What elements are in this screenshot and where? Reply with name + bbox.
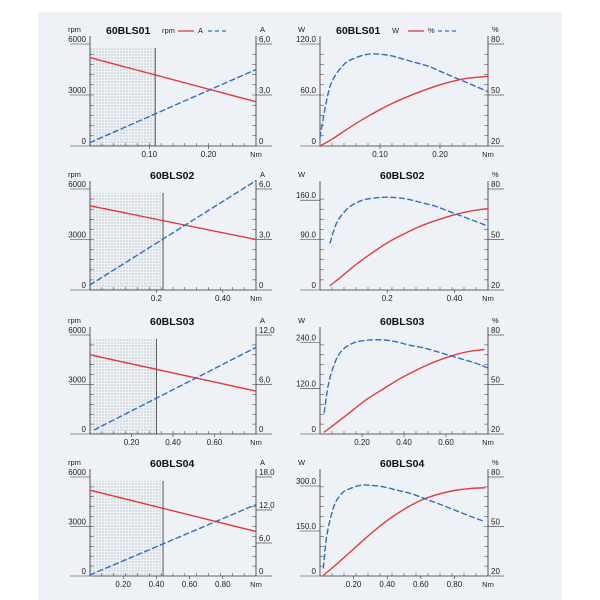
x-tick-label: 0.40 bbox=[165, 438, 181, 447]
series-W-line bbox=[323, 488, 484, 576]
chart-2 bbox=[296, 25, 504, 159]
x-tick-label: 0.10 bbox=[372, 150, 388, 159]
x-tick-label: 0.2 bbox=[150, 294, 162, 303]
right-tick-label: 6,0 bbox=[259, 35, 271, 44]
right-unit-label: % bbox=[492, 25, 499, 34]
right-unit-label: % bbox=[492, 170, 499, 179]
x-unit-label: Nm bbox=[250, 438, 262, 447]
chart-title: 60BLS02 bbox=[380, 170, 425, 182]
left-tick-label: 0 bbox=[311, 281, 316, 290]
chart-title: 60BLS02 bbox=[150, 170, 195, 182]
left-unit-label: rpm bbox=[68, 316, 81, 325]
right-tick-label: 0 bbox=[259, 281, 264, 290]
shaded-duty-region bbox=[90, 48, 155, 146]
series-W-line bbox=[320, 76, 488, 146]
right-tick-label: 50 bbox=[491, 375, 500, 385]
x-unit-label: Nm bbox=[250, 580, 262, 589]
right-unit-label: A bbox=[260, 25, 266, 34]
left-tick-label: 3000 bbox=[68, 86, 86, 95]
right-unit-label: A bbox=[260, 170, 266, 179]
x-tick-label: 0.60 bbox=[413, 580, 429, 589]
right-tick-label: 6,0 bbox=[259, 534, 271, 543]
left-tick-label: 90.0 bbox=[300, 230, 316, 240]
right-tick-label: 50 bbox=[491, 86, 500, 95]
right-tick-label: 18,0 bbox=[259, 468, 275, 477]
right-tick-label: 80 bbox=[491, 35, 500, 44]
chart-title: 60BLS01 bbox=[106, 25, 151, 37]
x-tick-label: 0.40 bbox=[379, 580, 395, 589]
x-unit-label: Nm bbox=[482, 580, 494, 589]
right-tick-label: 3,0 bbox=[259, 86, 271, 95]
left-tick-label: 6000 bbox=[68, 180, 86, 189]
left-tick-label: 120.0 bbox=[295, 379, 316, 389]
chart-title: 60BLS01 bbox=[336, 25, 381, 37]
chart-1 bbox=[68, 25, 272, 159]
legend-label: % bbox=[428, 26, 435, 35]
x-tick-label: 0.20 bbox=[115, 580, 131, 589]
right-tick-label: 20 bbox=[491, 281, 500, 290]
chart-7 bbox=[68, 458, 275, 589]
x-tick-label: 0.20 bbox=[200, 150, 217, 159]
series-%-line bbox=[324, 340, 488, 413]
right-tick-label: 20 bbox=[491, 425, 500, 434]
x-tick-label: 0.80 bbox=[446, 580, 463, 589]
left-tick-label: 6000 bbox=[68, 468, 86, 477]
left-tick-label: 160.0 bbox=[295, 191, 316, 201]
left-tick-label: 6000 bbox=[68, 326, 86, 335]
right-unit-label: A bbox=[260, 458, 266, 467]
legend-label: A bbox=[198, 26, 204, 35]
left-unit-label: W bbox=[298, 25, 306, 34]
series-W-line bbox=[330, 209, 488, 286]
x-tick-label: 0.40 bbox=[148, 580, 165, 589]
chart-title: 60BLS04 bbox=[380, 458, 425, 470]
left-tick-label: 60.0 bbox=[300, 86, 316, 95]
right-unit-label: % bbox=[492, 316, 499, 325]
left-tick-label: 0 bbox=[81, 281, 86, 290]
right-tick-label: 50 bbox=[491, 517, 500, 527]
x-tick-label: 0.40 bbox=[215, 294, 231, 303]
chart-6 bbox=[296, 316, 504, 447]
left-tick-label: 3000 bbox=[68, 517, 86, 527]
chart-title: 60BLS03 bbox=[380, 316, 425, 328]
chart-3 bbox=[68, 170, 272, 303]
chart-5 bbox=[68, 316, 275, 447]
chart-title: 60BLS04 bbox=[150, 458, 195, 470]
left-tick-label: 3000 bbox=[68, 230, 86, 240]
right-tick-label: 6,0 bbox=[259, 180, 271, 189]
left-tick-label: 0 bbox=[81, 137, 86, 146]
left-tick-label: 300.0 bbox=[295, 477, 316, 486]
x-tick-label: 0.10 bbox=[141, 150, 158, 159]
shaded-duty-region bbox=[90, 339, 156, 434]
x-unit-label: Nm bbox=[482, 438, 494, 447]
x-unit-label: Nm bbox=[250, 150, 262, 159]
left-unit-label: W bbox=[298, 170, 306, 179]
x-unit-label: Nm bbox=[482, 150, 494, 159]
left-unit-label: rpm bbox=[68, 458, 81, 467]
left-tick-label: 3000 bbox=[68, 375, 86, 385]
right-tick-label: 20 bbox=[491, 567, 500, 576]
left-unit-label: rpm bbox=[68, 170, 81, 179]
legend-label: W bbox=[392, 26, 400, 35]
left-tick-label: 0 bbox=[81, 425, 86, 434]
right-tick-label: 0 bbox=[259, 137, 264, 146]
right-tick-label: 3,0 bbox=[259, 230, 271, 240]
legend-label: rpm bbox=[162, 26, 175, 35]
x-tick-label: 0.40 bbox=[396, 438, 412, 447]
series-%-line bbox=[330, 197, 488, 243]
x-tick-label: 0.40 bbox=[446, 294, 463, 303]
left-tick-label: 0 bbox=[311, 425, 316, 434]
x-tick-label: 0.60 bbox=[181, 580, 198, 589]
right-tick-label: 80 bbox=[491, 180, 500, 189]
x-tick-label: 0.80 bbox=[215, 580, 231, 589]
left-unit-label: W bbox=[298, 458, 306, 467]
left-tick-label: 120.0 bbox=[295, 35, 316, 44]
series-%-line bbox=[323, 485, 484, 568]
x-unit-label: Nm bbox=[250, 294, 262, 303]
x-tick-label: 0.20 bbox=[123, 438, 140, 447]
x-tick-label: 0.60 bbox=[438, 438, 454, 447]
series-W-line bbox=[324, 350, 484, 433]
left-tick-label: 240.0 bbox=[295, 333, 316, 343]
x-unit-label: Nm bbox=[482, 294, 494, 303]
x-tick-label: 0.60 bbox=[206, 438, 223, 447]
right-tick-label: 12,0 bbox=[259, 501, 275, 510]
x-tick-label: 0.20 bbox=[432, 150, 448, 159]
left-tick-label: 0 bbox=[311, 567, 316, 576]
right-tick-label: 80 bbox=[491, 326, 500, 335]
x-tick-label: 0.2 bbox=[381, 294, 393, 303]
left-tick-label: 0 bbox=[311, 137, 316, 146]
right-tick-label: 0 bbox=[259, 567, 264, 576]
series-%-line bbox=[320, 54, 488, 138]
left-tick-label: 150.0 bbox=[295, 522, 316, 531]
left-tick-label: 6000 bbox=[68, 35, 86, 44]
left-tick-label: 0 bbox=[81, 567, 86, 576]
right-unit-label: A bbox=[260, 316, 266, 325]
right-tick-label: 12,0 bbox=[259, 326, 275, 335]
right-tick-label: 0 bbox=[259, 425, 264, 434]
right-tick-label: 50 bbox=[491, 230, 500, 240]
left-unit-label: W bbox=[298, 316, 306, 325]
right-unit-label: % bbox=[492, 458, 499, 467]
shaded-duty-region bbox=[90, 481, 163, 576]
x-tick-label: 0.20 bbox=[354, 438, 370, 447]
x-tick-label: 0.20 bbox=[345, 580, 362, 589]
right-tick-label: 20 bbox=[491, 137, 500, 146]
chart-4 bbox=[296, 170, 504, 303]
left-unit-label: rpm bbox=[68, 25, 81, 34]
right-tick-label: 80 bbox=[491, 468, 500, 477]
chart-title: 60BLS03 bbox=[150, 316, 195, 328]
chart-8 bbox=[296, 458, 504, 589]
right-tick-label: 6,0 bbox=[259, 375, 271, 385]
